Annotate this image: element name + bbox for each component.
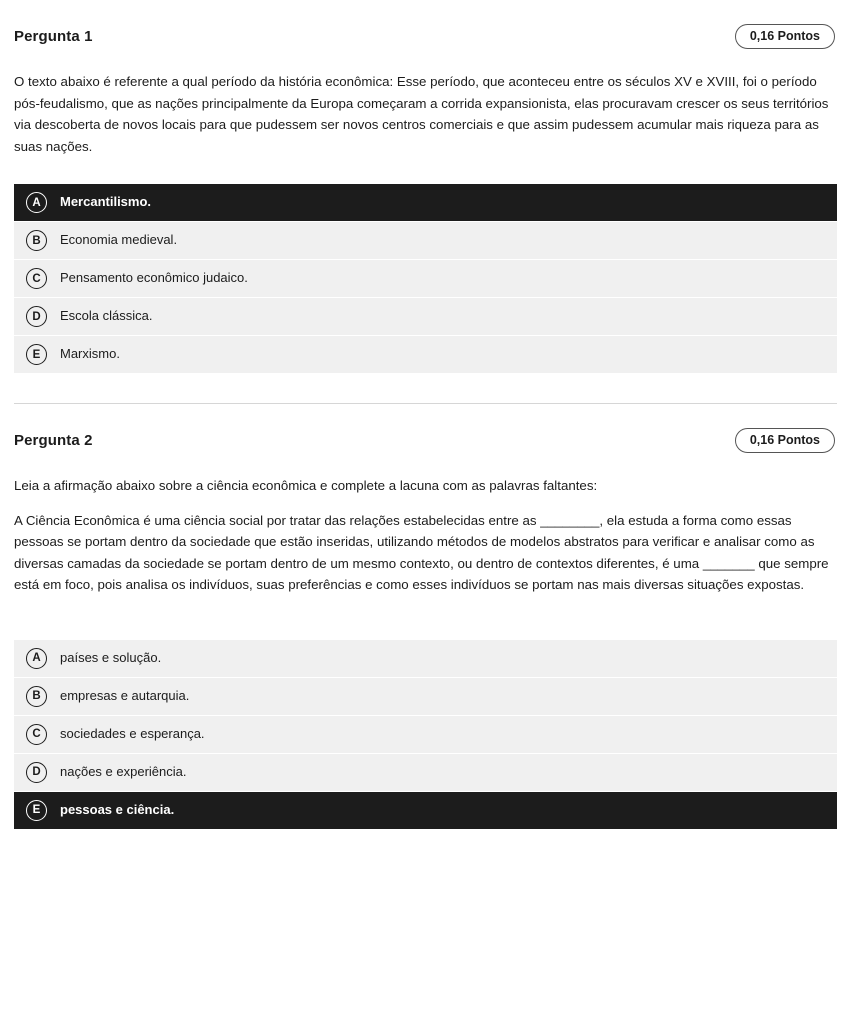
answer-option-label: empresas e autarquia. <box>60 687 190 703</box>
answer-option-label: Economia medieval. <box>60 232 178 248</box>
answer-option-label: Pensamento econômico judaico. <box>60 270 248 286</box>
option-letter-e-icon: E <box>26 800 47 821</box>
option-letter-a-icon: A <box>26 648 47 669</box>
option-letter-b-icon: B <box>26 686 47 707</box>
answer-option-b[interactable] <box>14 678 837 716</box>
option-letter-a-icon: A <box>26 192 47 213</box>
answer-option-label: Escola clássica. <box>60 308 153 324</box>
answer-option-b[interactable] <box>14 222 837 260</box>
answer-option-c[interactable] <box>14 260 837 298</box>
option-letter-d-icon: D <box>26 762 47 783</box>
answer-option-d[interactable] <box>14 298 837 336</box>
question-title-1: Pergunta 1 <box>14 28 93 45</box>
answer-option-label: sociedades e esperança. <box>60 725 205 741</box>
answer-option-label: nações e experiência. <box>60 763 187 779</box>
question-points-badge-1: 0,16 Pontos <box>735 24 835 49</box>
option-letter-d-icon: D <box>26 306 47 327</box>
answer-list-1 <box>14 184 837 374</box>
answer-option-label: Marxismo. <box>60 346 120 362</box>
question-title-2: Pergunta 2 <box>14 432 93 450</box>
question-block-1 <box>14 0 837 404</box>
question-paragraph: Leia a afirmação abaixo sobre a ciência econômica e complete a lacuna com as palavras faltantes: <box>14 478 598 494</box>
answer-option-label: países e solução. <box>60 649 162 665</box>
question-points-badge-2: 0,16 Pontos <box>735 428 835 453</box>
option-letter-b-icon: B <box>26 230 47 251</box>
question-paragraph: O texto abaixo é referente a qual período da história econômica: Esse período, que aconteceu entre os séculos XV e XVIII, foi o período pós-feudalismo, que as nações principalmente da Europa começaram a corrida expansionista, elas procuravam crescer os seus territórios via descoberta de novos locais para que pudessem ser novos centros comerciais e que assim pudessem acumular mais riqueza para as suas nações. <box>14 74 829 154</box>
answer-option-label: Mercantilismo. <box>60 194 152 210</box>
answer-option-d[interactable] <box>14 754 837 792</box>
option-letter-c-icon: C <box>26 268 47 289</box>
question-text-1 <box>14 71 837 157</box>
option-letter-e-icon: E <box>26 344 47 365</box>
question-block-2 <box>14 404 837 830</box>
question-text-2 <box>14 475 837 596</box>
answer-option-label: pessoas e ciência. <box>60 801 175 817</box>
answer-option-e[interactable] <box>14 792 837 830</box>
answer-option-c[interactable] <box>14 716 837 754</box>
answer-list-2 <box>14 640 837 830</box>
question-header-2 <box>14 428 837 453</box>
question-header-1 <box>14 24 837 49</box>
question-paragraph: A Ciência Econômica é uma ciência social por tratar das relações estabelecidas entre as ________, ela estuda a forma como essas pessoas se portam dentro da sociedade que estão inseridas, utilizando métodos de modelos abstratos para verificar e analisar como as diversas camadas da sociedade se portam dentro de um mesmo contexto, ou dentro de contextos diferentes, é uma _______ que sempre está em foco, pois analisa os indivíduos, suas preferências e como esses indivíduos se portam nas mais diversas situações expostas. <box>14 512 829 593</box>
option-letter-c-icon: C <box>26 724 47 745</box>
answer-option-a[interactable] <box>14 640 837 678</box>
answer-option-a[interactable] <box>14 184 837 222</box>
answer-option-e[interactable] <box>14 336 837 374</box>
